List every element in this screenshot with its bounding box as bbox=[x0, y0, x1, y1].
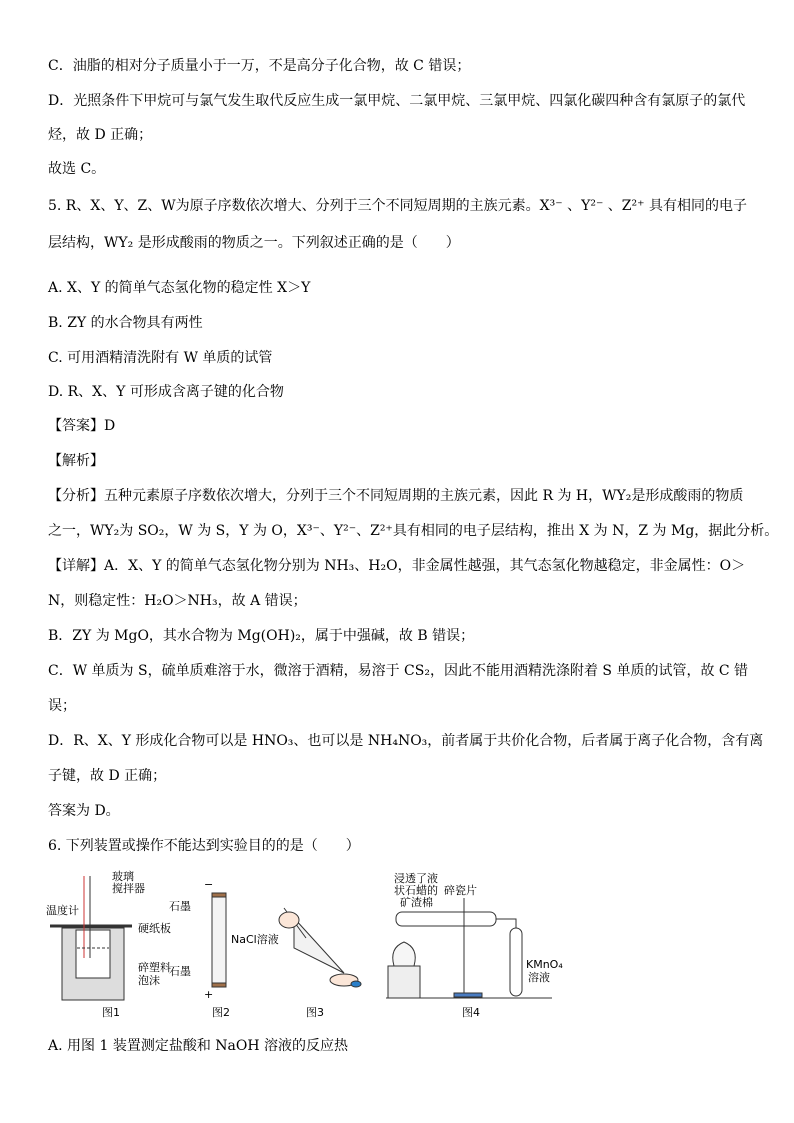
text-line: 烃，故 D 正确； bbox=[48, 127, 153, 143]
label: 石墨 bbox=[169, 965, 191, 978]
explain-line: 之一，WY₂为 SO₂，W 为 S，Y 为 O，X³⁻、Y²⁻、Z²⁺具有相同的电子层结构，推出 X 为 N，Z 为 Mg，据此分析。 bbox=[48, 523, 779, 539]
explain-line: D．R、X、Y 形成化合物可以是 HNO₃、也可以是 NH₄NO₃，前者属于共价化合物，后者属于离子化合物，含有离 bbox=[48, 733, 764, 749]
question-stem: 6. 下列装置或操作不能达到实验目的的是（ ） bbox=[48, 838, 360, 854]
text-line: C．油脂的相对分子质量小于一万，不是高分子化合物，故 C 错误； bbox=[48, 58, 471, 74]
text-line: D．光照条件下甲烷可与氯气发生取代反应生成一氯甲烷、二氯甲烷、三氯甲烷、四氯化碳四种含有氯原子的氯代 bbox=[48, 93, 746, 109]
label: 搅拌器 bbox=[112, 882, 145, 895]
question-stem: 5. R、X、Y、Z、W为原子序数依次增大、分列于三个不同短周期的主族元素。X³⁻ 、Y²⁻ 、Z²⁺ 具有相同的电子 bbox=[48, 198, 747, 214]
option-b: B. ZY 的水合物具有两性 bbox=[48, 315, 203, 331]
figure-1 bbox=[46, 869, 171, 1018]
analysis-title: 【解析】 bbox=[48, 453, 104, 469]
label: NaCl溶液 bbox=[231, 933, 279, 946]
label: KMnO₄ bbox=[526, 958, 563, 971]
caption: 图4 bbox=[462, 1006, 480, 1018]
label: − bbox=[204, 878, 214, 891]
answer: 【答案】D bbox=[48, 418, 116, 434]
text-line: 故选 C。 bbox=[48, 161, 106, 177]
label: 碎塑料 bbox=[138, 961, 171, 974]
explain-line: 误； bbox=[48, 698, 76, 714]
label: 硬纸板 bbox=[138, 922, 171, 935]
explain-line: B．ZY 为 MgO，其水合物为 Mg(OH)₂，属于中强碱，故 B 错误； bbox=[48, 628, 475, 644]
explain-line: 子键，故 D 正确； bbox=[48, 768, 167, 784]
explain-line: C．W 单质为 S，硫单质难溶于水，微溶于酒精，易溶于 CS₂，因此不能用酒精洗涤附着 S 单质的试管，故 C 错 bbox=[48, 663, 749, 679]
label: 矿渣棉 bbox=[400, 896, 433, 909]
caption: 图3 bbox=[306, 1006, 324, 1018]
label: 石墨 bbox=[169, 900, 191, 913]
caption: 图1 bbox=[102, 1006, 120, 1018]
caption: 图2 bbox=[212, 1006, 230, 1018]
figure-2 bbox=[169, 878, 279, 1018]
apparatus-figure bbox=[44, 868, 564, 1018]
label: 温度计 bbox=[46, 904, 79, 917]
label: 状石蜡的 bbox=[394, 884, 438, 897]
figure-3 bbox=[279, 908, 361, 1018]
label: 玻璃 bbox=[112, 870, 134, 883]
explain-line: 【详解】A．X、Y 的简单气态氢化物分别为 NH₃、H₂O，非金属性越强，其气态氢化物越稳定，非金属性：O＞ bbox=[48, 558, 746, 574]
figure-4 bbox=[386, 871, 563, 1018]
question-stem: 层结构，WY₂ 是形成酸雨的物质之一。下列叙述正确的是（ ） bbox=[48, 235, 460, 251]
option-d: D. R、X、Y 可形成含离子键的化合物 bbox=[48, 384, 284, 400]
explain-line: 【分析】五种元素原子序数依次增大，分列于三个不同短周期的主族元素，因此 R 为 H，WY₂是形成酸雨的物质 bbox=[48, 488, 744, 504]
explain-line: N，则稳定性：H₂O＞NH₃，故 A 错误； bbox=[48, 593, 307, 609]
option-a: A. 用图 1 装置测定盐酸和 NaOH 溶液的反应热 bbox=[48, 1038, 349, 1054]
label: 溶液 bbox=[528, 971, 550, 984]
label: + bbox=[204, 988, 214, 1001]
explain-line: 答案为 D。 bbox=[48, 803, 120, 819]
option-a: A. X、Y 的简单气态氢化物的稳定性 X＞Y bbox=[48, 280, 311, 296]
label: 泡沫 bbox=[138, 974, 160, 987]
option-c: C. 可用酒精清洗附有 W 单质的试管 bbox=[48, 350, 273, 366]
label: 碎瓷片 bbox=[444, 884, 477, 897]
label: 浸透了液 bbox=[394, 872, 438, 885]
